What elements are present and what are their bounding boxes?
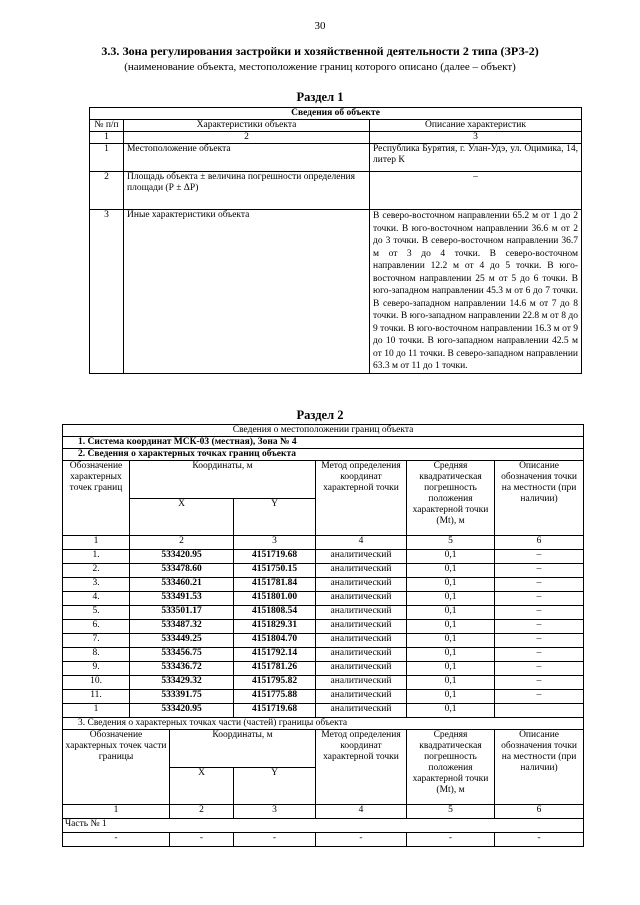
point-number: 11. [63, 690, 130, 704]
table-row [63, 564, 584, 578]
col-number: 1 [90, 132, 124, 144]
parts-header-accuracy: Средняя квадратическая погрешность положения характерной точки (Mt), м [407, 730, 495, 805]
point-description: – [495, 606, 584, 620]
point-y: 4151719.68 [234, 704, 316, 718]
object-info-table [89, 107, 582, 374]
point-accuracy: 0,1 [407, 704, 495, 718]
point-accuracy: 0,1 [407, 564, 495, 578]
point-method: аналитический [316, 620, 407, 634]
col-number: 5 [407, 805, 495, 819]
point-description: – [495, 648, 584, 662]
point-method: аналитический [316, 564, 407, 578]
point-accuracy: 0,1 [407, 690, 495, 704]
point-accuracy: 0,1 [407, 634, 495, 648]
table-row [63, 634, 584, 648]
row-num: 1 [90, 144, 124, 172]
point-y: 4151801.00 [234, 592, 316, 606]
table-row [63, 606, 584, 620]
part-label: Часть № 1 [63, 819, 584, 833]
col-number: 2 [124, 132, 370, 144]
row-name: Площадь объекта ± величина погрешности определения площади (Р ± ΔР) [124, 172, 370, 210]
table-row [63, 704, 584, 718]
parts-header-coords: Координаты, м [170, 730, 316, 768]
point-accuracy: 0,1 [407, 620, 495, 634]
row-name: Иные характеристики объекта [124, 210, 370, 374]
point-number: 3. [63, 578, 130, 592]
part-cell: - [170, 833, 234, 847]
point-x: 533491.53 [130, 592, 234, 606]
point-y: 4151808.54 [234, 606, 316, 620]
point-accuracy: 0,1 [407, 648, 495, 662]
header-method: Метод определения координат характерной точки [316, 461, 407, 536]
point-number: 10. [63, 676, 130, 690]
point-method: аналитический [316, 592, 407, 606]
parts-header-y: Y [234, 767, 316, 805]
parts-header-designation: Обозначение характерных точек части границы [63, 730, 170, 805]
parts-header-method: Метод определения координат характерной точки [316, 730, 407, 805]
point-number: 1. [63, 550, 130, 564]
point-x: 533501.17 [130, 606, 234, 620]
table-row [63, 592, 584, 606]
page-number: 30 [314, 20, 326, 32]
header-characteristics: Характеристики объекта [124, 120, 370, 132]
point-y: 4151829.31 [234, 620, 316, 634]
part-cell: - [63, 833, 170, 847]
col-number: 3 [370, 132, 582, 144]
header-description: Описание характеристик [370, 120, 582, 132]
part-cell: - [234, 833, 316, 847]
point-number: 5. [63, 606, 130, 620]
table-row [63, 620, 584, 634]
point-method: аналитический [316, 704, 407, 718]
point-number: 6. [63, 620, 130, 634]
point-method: аналитический [316, 676, 407, 690]
point-y: 4151804.70 [234, 634, 316, 648]
point-accuracy: 0,1 [407, 676, 495, 690]
point-y: 4151795.82 [234, 676, 316, 690]
table-row [63, 676, 584, 690]
point-accuracy: 0,1 [407, 606, 495, 620]
col-number: 4 [316, 805, 407, 819]
table-row [90, 210, 582, 374]
col-number: 2 [130, 536, 234, 550]
row-desc: – [370, 172, 582, 210]
point-method: аналитический [316, 578, 407, 592]
point-description: – [495, 578, 584, 592]
header-coords: Координаты, м [130, 461, 316, 499]
col-number: 6 [495, 536, 584, 550]
point-x: 533420.95 [130, 704, 234, 718]
point-accuracy: 0,1 [407, 662, 495, 676]
point-number: 8. [63, 648, 130, 662]
col-number: 3 [234, 536, 316, 550]
table-row [63, 550, 584, 564]
point-x: 533436.72 [130, 662, 234, 676]
row-name: Местоположение объекта [124, 144, 370, 172]
point-x: 533456.75 [130, 648, 234, 662]
point-description: – [495, 550, 584, 564]
point-number: 9. [63, 662, 130, 676]
document-subtitle: (наименование объекта, местоположение границ которого описано (далее – объект) [124, 61, 516, 73]
header-num: № п/п [90, 120, 124, 132]
header-accuracy: Средняя квадратическая погрешность положения характерной точки (Mt), м [407, 461, 495, 536]
table-row [63, 578, 584, 592]
col-number: 3 [234, 805, 316, 819]
point-accuracy: 0,1 [407, 550, 495, 564]
point-y: 4151781.26 [234, 662, 316, 676]
part-row [63, 833, 584, 847]
col-number: 1 [63, 805, 170, 819]
point-description: – [495, 676, 584, 690]
point-description [495, 704, 584, 718]
point-description: – [495, 564, 584, 578]
point-x: 533429.32 [130, 676, 234, 690]
row-desc: Республика Бурятия, г. Улан-Удэ, ул. Оцимика, 14, литер К [370, 144, 582, 172]
point-description: – [495, 690, 584, 704]
point-accuracy: 0,1 [407, 578, 495, 592]
table-row [90, 144, 582, 172]
points-title: 2. Сведения о характерных точках границ объекта [63, 449, 584, 461]
table-row [90, 172, 582, 210]
table-row [63, 648, 584, 662]
point-number: 7. [63, 634, 130, 648]
point-method: аналитический [316, 690, 407, 704]
part-cell: - [495, 833, 584, 847]
point-y: 4151792.14 [234, 648, 316, 662]
point-x: 533391.75 [130, 690, 234, 704]
row-num: 2 [90, 172, 124, 210]
section-1-heading: Раздел 1 [296, 90, 344, 104]
header-y: Y [234, 498, 316, 536]
point-y: 4151750.15 [234, 564, 316, 578]
point-x: 533487.32 [130, 620, 234, 634]
col-number: 4 [316, 536, 407, 550]
point-accuracy: 0,1 [407, 592, 495, 606]
point-description: – [495, 620, 584, 634]
point-number: 4. [63, 592, 130, 606]
col-number: 6 [495, 805, 584, 819]
parts-header-point-description: Описание обозначения точки на местности (при наличии) [495, 730, 584, 805]
point-x: 533460.21 [130, 578, 234, 592]
col-number: 2 [170, 805, 234, 819]
point-number: 2. [63, 564, 130, 578]
coordinate-system: 1. Система координат МСК-03 (местная), Зона № 4 [63, 437, 584, 449]
header-designation: Обозначение характерных точек границ [63, 461, 130, 536]
object-info-title: Сведения об объекте [90, 108, 582, 120]
document-title: 3.3. Зона регулирования застройки и хозяйственной деятельности 2 типа (ЗРЗ-2) [101, 44, 539, 58]
header-x: X [130, 498, 234, 536]
boundary-table-title: Сведения о местоположении границ объекта [63, 425, 584, 437]
point-method: аналитический [316, 550, 407, 564]
point-method: аналитический [316, 606, 407, 620]
boundary-table [62, 424, 584, 847]
point-description: – [495, 634, 584, 648]
point-method: аналитический [316, 648, 407, 662]
point-method: аналитический [316, 662, 407, 676]
parts-title: 3. Сведения о характерных точках части (частей) границы объекта [63, 718, 584, 730]
point-x: 533449.25 [130, 634, 234, 648]
header-point-description: Описание обозначения точки на местности (при наличии) [495, 461, 584, 536]
part-cell: - [407, 833, 495, 847]
point-number: 1 [63, 704, 130, 718]
point-x: 533420.95 [130, 550, 234, 564]
table-row [63, 690, 584, 704]
part-cell: - [316, 833, 407, 847]
col-number: 1 [63, 536, 130, 550]
point-y: 4151781.84 [234, 578, 316, 592]
point-y: 4151775.88 [234, 690, 316, 704]
point-y: 4151719.68 [234, 550, 316, 564]
col-number: 5 [407, 536, 495, 550]
table-row [63, 662, 584, 676]
section-2-heading: Раздел 2 [296, 408, 344, 422]
parts-header-x: X [170, 767, 234, 805]
point-description: – [495, 592, 584, 606]
point-description: – [495, 662, 584, 676]
row-desc: В северо-восточном направлении 65.2 м от 1 до 2 точки. В юго-восточном направлении 36.6 м от 2 до 3 точки. В северо-восточном направлении 36.7 м от 3 до 4 точки. В северо-восточном направлении 12.2 м от 4 до 5 точки. В юго-восточном направлении 25 м от 5 до 6 точки. В юго-западном направлении 45.3 м от 6 до 7 точки. В северо-западном направлении 14.6 м от 7 до 8 точки. В юго-западном направлении 22.8 м от 8 до 9 точки. В юго-восточном направлении 16.3 м от 9 до 10 точки. В юго-западном направлении 42.5 м от 10 до 11 точки. В северо-западном направлении 63.3 м от 11 до 1 точки. [370, 210, 582, 374]
row-num: 3 [90, 210, 124, 374]
point-x: 533478.60 [130, 564, 234, 578]
point-method: аналитический [316, 634, 407, 648]
